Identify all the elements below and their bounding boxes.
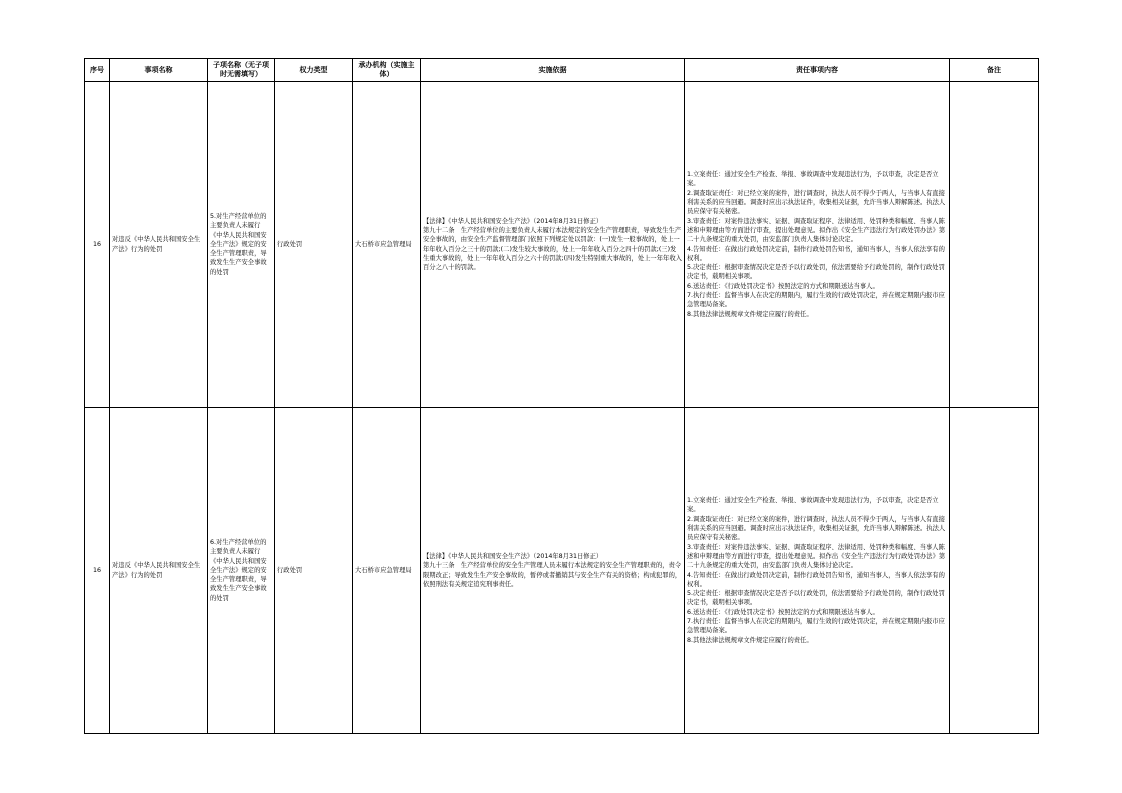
responsibility-item: 7.执行责任：监督当事人在决定的期限内，履行生效的行政处罚决定，并在规定期限内报市应急管理局备案。 <box>687 617 945 635</box>
cell-responsibility <box>685 408 950 734</box>
responsibility-item: 6.送达责任：《行政处罚决定书》按照法定的方式和期限送达当事人。 <box>687 608 879 616</box>
responsibility-item: 1.立案责任：通过安全生产检查、举报、事故调查中发现违法行为，予以审查，决定是否立案。 <box>687 171 939 188</box>
cell-item-name: 对违反《中华人民共和国安全生产法》行为的处罚 <box>110 82 208 408</box>
responsibility-item: 3.审查责任：对案件违法事实、证据、调查取证程序、法律适用、处罚种类和幅度、当事人陈述和申辩理由等方面进行审查，提出处理意见。拟作出《安全生产违法行为行政处罚办法》第二十九条规定的重大处罚，由安监部门负责人集体讨论决定。 <box>687 543 946 570</box>
responsibility-item: 6.送达责任：《行政处罚决定书》按照法定的方式和期限送达当事人。 <box>687 282 879 290</box>
basis-line: 【法律】《中华人民共和国安全生产法》（2014年8月31日修正） <box>423 217 603 225</box>
responsibility-item: 3.审查责任：对案件违法事实、证据、调查取证程序、法律适用、处罚种类和幅度、当事人陈述和申辩理由等方面进行审查，提出处理意见。拟作出《安全生产违法行为行政处罚办法》第二十九条规定的重大处罚，由安监部门负责人集体讨论决定。 <box>687 217 946 244</box>
responsibility-item: 2.调查取证责任：对已经立案的案件，进行调查时，执法人员不得少于两人，与当事人有直接利害关系的应当回避。调查时应出示执法证件，收集相关证据，允许当事人辩解陈述。执法人员应保守有关秘密。 <box>687 515 946 542</box>
cell-sub-item: 6.对生产经营单位的主要负责人未履行《中华人民共和国安全生产法》规定的安全生产管理职责，导致发生生产安全事故的处罚 <box>208 408 275 734</box>
responsibility-table <box>84 58 1039 734</box>
basis-line: 第九十二条 生产经营单位的主要负责人未履行本法规定的安全生产管理职责，导致发生生产安全事故的，由安全生产监督管理部门依照下列规定处以罚款：(一)发生一般事故的，处上一年年收入百分之三十的罚款;(二)发生较大事故的，处上一年年收入百分之四十的罚款;(三)发生重大事故的，处上一年年收入百分之六十的罚款;(四)发生特别重大事故的，处上一年年收入百分之八十的罚款。 <box>423 226 682 272</box>
header-row <box>85 59 1039 82</box>
table-row <box>85 408 1039 734</box>
cell-responsibility <box>685 82 950 408</box>
responsibility-item: 4.告知责任：在做出行政处罚决定前，制作行政处罚告知书，通知当事人，当事人依法享有的权利。 <box>687 245 945 262</box>
header-seq: 序号 <box>85 59 110 82</box>
cell-remarks <box>950 408 1039 734</box>
header-item-name: 事项名称 <box>110 59 208 82</box>
header-responsibility: 责任事项内容 <box>685 59 950 82</box>
responsibility-item: 2.调查取证责任：对已经立案的案件，进行调查时，执法人员不得少于两人，与当事人有直接利害关系的应当回避。调查时应出示执法证件，收集相关证据，允许当事人辩解陈述。执法人员应保守有关秘密。 <box>687 189 946 216</box>
responsibility-item: 4.告知责任：在做出行政处罚决定前，制作行政处罚告知书，通知当事人，当事人依法享有的权利。 <box>687 571 945 588</box>
table-row <box>85 82 1039 408</box>
cell-basis <box>421 408 685 734</box>
responsibility-item: 7.执行责任：监督当事人在决定的期限内，履行生效的行政处罚决定，并在规定期限内报市应急管理局备案。 <box>687 291 945 309</box>
basis-line: 【法律】《中华人民共和国安全生产法》（2014年8月31日修正） <box>423 552 603 560</box>
cell-seq: 16 <box>85 82 110 408</box>
header-agency: 承办机构（实施主体） <box>353 59 421 82</box>
cell-seq: 16 <box>85 408 110 734</box>
cell-remarks <box>950 82 1039 408</box>
cell-power-type: 行政处罚 <box>275 408 353 734</box>
header-sub-item: 子项名称（无子项时无需填写） <box>208 59 275 82</box>
responsibility-item: 8.其他法律法规规章文件规定应履行的责任。 <box>687 636 813 644</box>
basis-line: 第九十三条 生产经营单位的安全生产管理人员未履行本法规定的安全生产管理职责的，责令限期改正；导致发生生产安全事故的，暂停或者撤销其与安全生产有关的资格；构成犯罪的，依照刑法有关规定追究刑事责任。 <box>423 562 682 588</box>
header-remarks: 备注 <box>950 59 1039 82</box>
cell-agency: 大石桥市应急管理局 <box>353 408 421 734</box>
cell-power-type: 行政处罚 <box>275 82 353 408</box>
responsibility-item: 5.决定责任：根据审查情况决定是否予以行政处罚，依法需要给予行政处罚的，制作行政处罚决定书，载明相关事项。 <box>687 264 945 281</box>
responsibility-item: 1.立案责任：通过安全生产检查、举报、事故调查中发现违法行为，予以审查，决定是否立案。 <box>687 497 939 514</box>
cell-agency: 大石桥市应急管理局 <box>353 82 421 408</box>
header-basis: 实施依据 <box>421 59 685 82</box>
cell-basis <box>421 82 685 408</box>
responsibility-item: 5.决定责任：根据审查情况决定是否予以行政处罚，依法需要给予行政处罚的，制作行政处罚决定书，载明相关事项。 <box>687 590 945 607</box>
cell-sub-item: 5.对生产经营单位的主要负责人未履行《中华人民共和国安全生产法》规定的安全生产管理职责，导致发生生产安全事故的处罚 <box>208 82 275 408</box>
responsibility-item: 8.其他法律法规规章文件规定应履行的责任。 <box>687 310 813 318</box>
cell-item-name: 对违反《中华人民共和国安全生产法》行为的处罚 <box>110 408 208 734</box>
header-power-type: 权力类型 <box>275 59 353 82</box>
